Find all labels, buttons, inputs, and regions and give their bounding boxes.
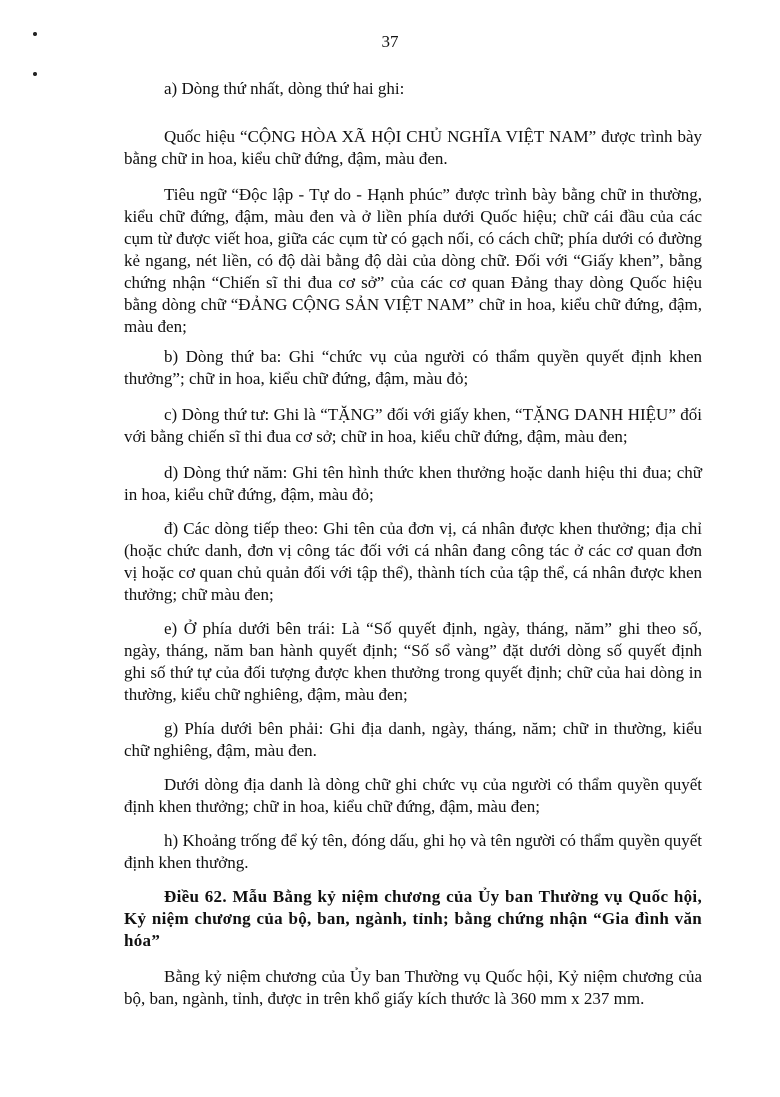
paragraph-d: d) Dòng thứ năm: Ghi tên hình thức khen thưởng hoặc danh hiệu thi đua; chữ in hoa, kiểu chữ đứng, đậm, màu đỏ; — [124, 463, 702, 504]
page-number: 37 — [381, 32, 399, 51]
paragraph-g: g) Phía dưới bên phải: Ghi địa danh, ngày, tháng, năm; chữ in thường, kiểu chữ nghiêng, đậm, màu đen. — [124, 719, 702, 760]
paragraph-quoc-hieu: Quốc hiệu “CỘNG HÒA XÃ HỘI CHỦ NGHĨA VIỆT NAM” được trình bày bằng chữ in hoa, kiểu chữ đứng, đậm, màu đen. — [124, 127, 702, 168]
paragraph-e: e) Ở phía dưới bên trái: Là “Số quyết định, ngày, tháng, năm” ghi theo số, ngày, tháng, năm ban hành quyết định; “Số sổ vàng” đặt dưới dòng số quyết định ghi số thứ tự của đối tượng được khen thưởng trong quyết định; chữ của hai dòng in thường, kiểu chữ nghiêng, đậm, màu đen; — [124, 619, 702, 704]
paragraph-dd: đ) Các dòng tiếp theo: Ghi tên của đơn vị, cá nhân được khen thưởng; địa chỉ (hoặc chức danh, đơn vị công tác đối với cá nhân đang công tác ở các cơ quan đơn vị hoặc cơ quan chủ quản đối với tập thể), thành tích của tập thể, cá nhân được khen thưởng; chữ màu đen; — [124, 519, 702, 604]
article-62-heading: Điều 62. Mẫu Bằng kỷ niệm chương của Ủy ban Thường vụ Quốc hội, Kỷ niệm chương của bộ, ban, ngành, tỉnh; bằng chứng nhận “Gia đình văn hóa” — [124, 887, 702, 950]
paragraph-tieu-ngu: Tiêu ngữ “Độc lập - Tự do - Hạnh phúc” được trình bày bằng chữ in thường, kiểu chữ đứng, đậm, màu đen và ở liền phía dưới Quốc hiệu; chữ cái đầu của các cụm từ được viết hoa, giữa các cụm từ có gạch nối, có cách chữ; phía dưới có đường kẻ ngang, nét liền, có độ dài bằng độ dài của dòng chữ. Đối với “Giấy khen”, bằng chứng nhận “Chiến sĩ thi đua cơ sở” của các cơ quan Đảng thay dòng Quốc hiệu bằng dòng chữ “ĐẢNG CỘNG SẢN VIỆT NAM” chữ in hoa, kiểu chữ đứng, đậm, màu đen; — [124, 185, 702, 336]
paragraph-a: a) Dòng thứ nhất, dòng thứ hai ghi: — [164, 79, 405, 98]
paragraph-b: b) Dòng thứ ba: Ghi “chức vụ của người có thẩm quyền quyết định khen thưởng”; chữ in hoa, kiểu chữ đứng, đậm, màu đỏ; — [124, 347, 702, 388]
paragraph-dia-danh: Dưới dòng địa danh là dòng chữ ghi chức vụ của người có thẩm quyền quyết định khen thưởng; chữ in hoa, kiểu chữ đứng, đậm, màu đen; — [124, 775, 702, 816]
paragraph-h: h) Khoảng trống để ký tên, đóng dấu, ghi họ và tên người có thẩm quyền quyết định khen thưởng. — [124, 831, 702, 872]
paragraph-c: c) Dòng thứ tư: Ghi là “TẶNG” đối với giấy khen, “TẶNG DANH HIỆU” đối với bằng chiến sĩ thi đua cơ sở; chữ in hoa, kiểu chữ đứng, đậm, màu đen; — [124, 405, 702, 446]
scan-speck — [33, 72, 37, 76]
article-62-body: Bằng kỷ niệm chương của Ủy ban Thường vụ Quốc hội, Kỷ niệm chương của bộ, ban, ngành, tỉnh, được in trên khổ giấy kích thước là 360 mm x 237 mm. — [124, 967, 702, 1008]
